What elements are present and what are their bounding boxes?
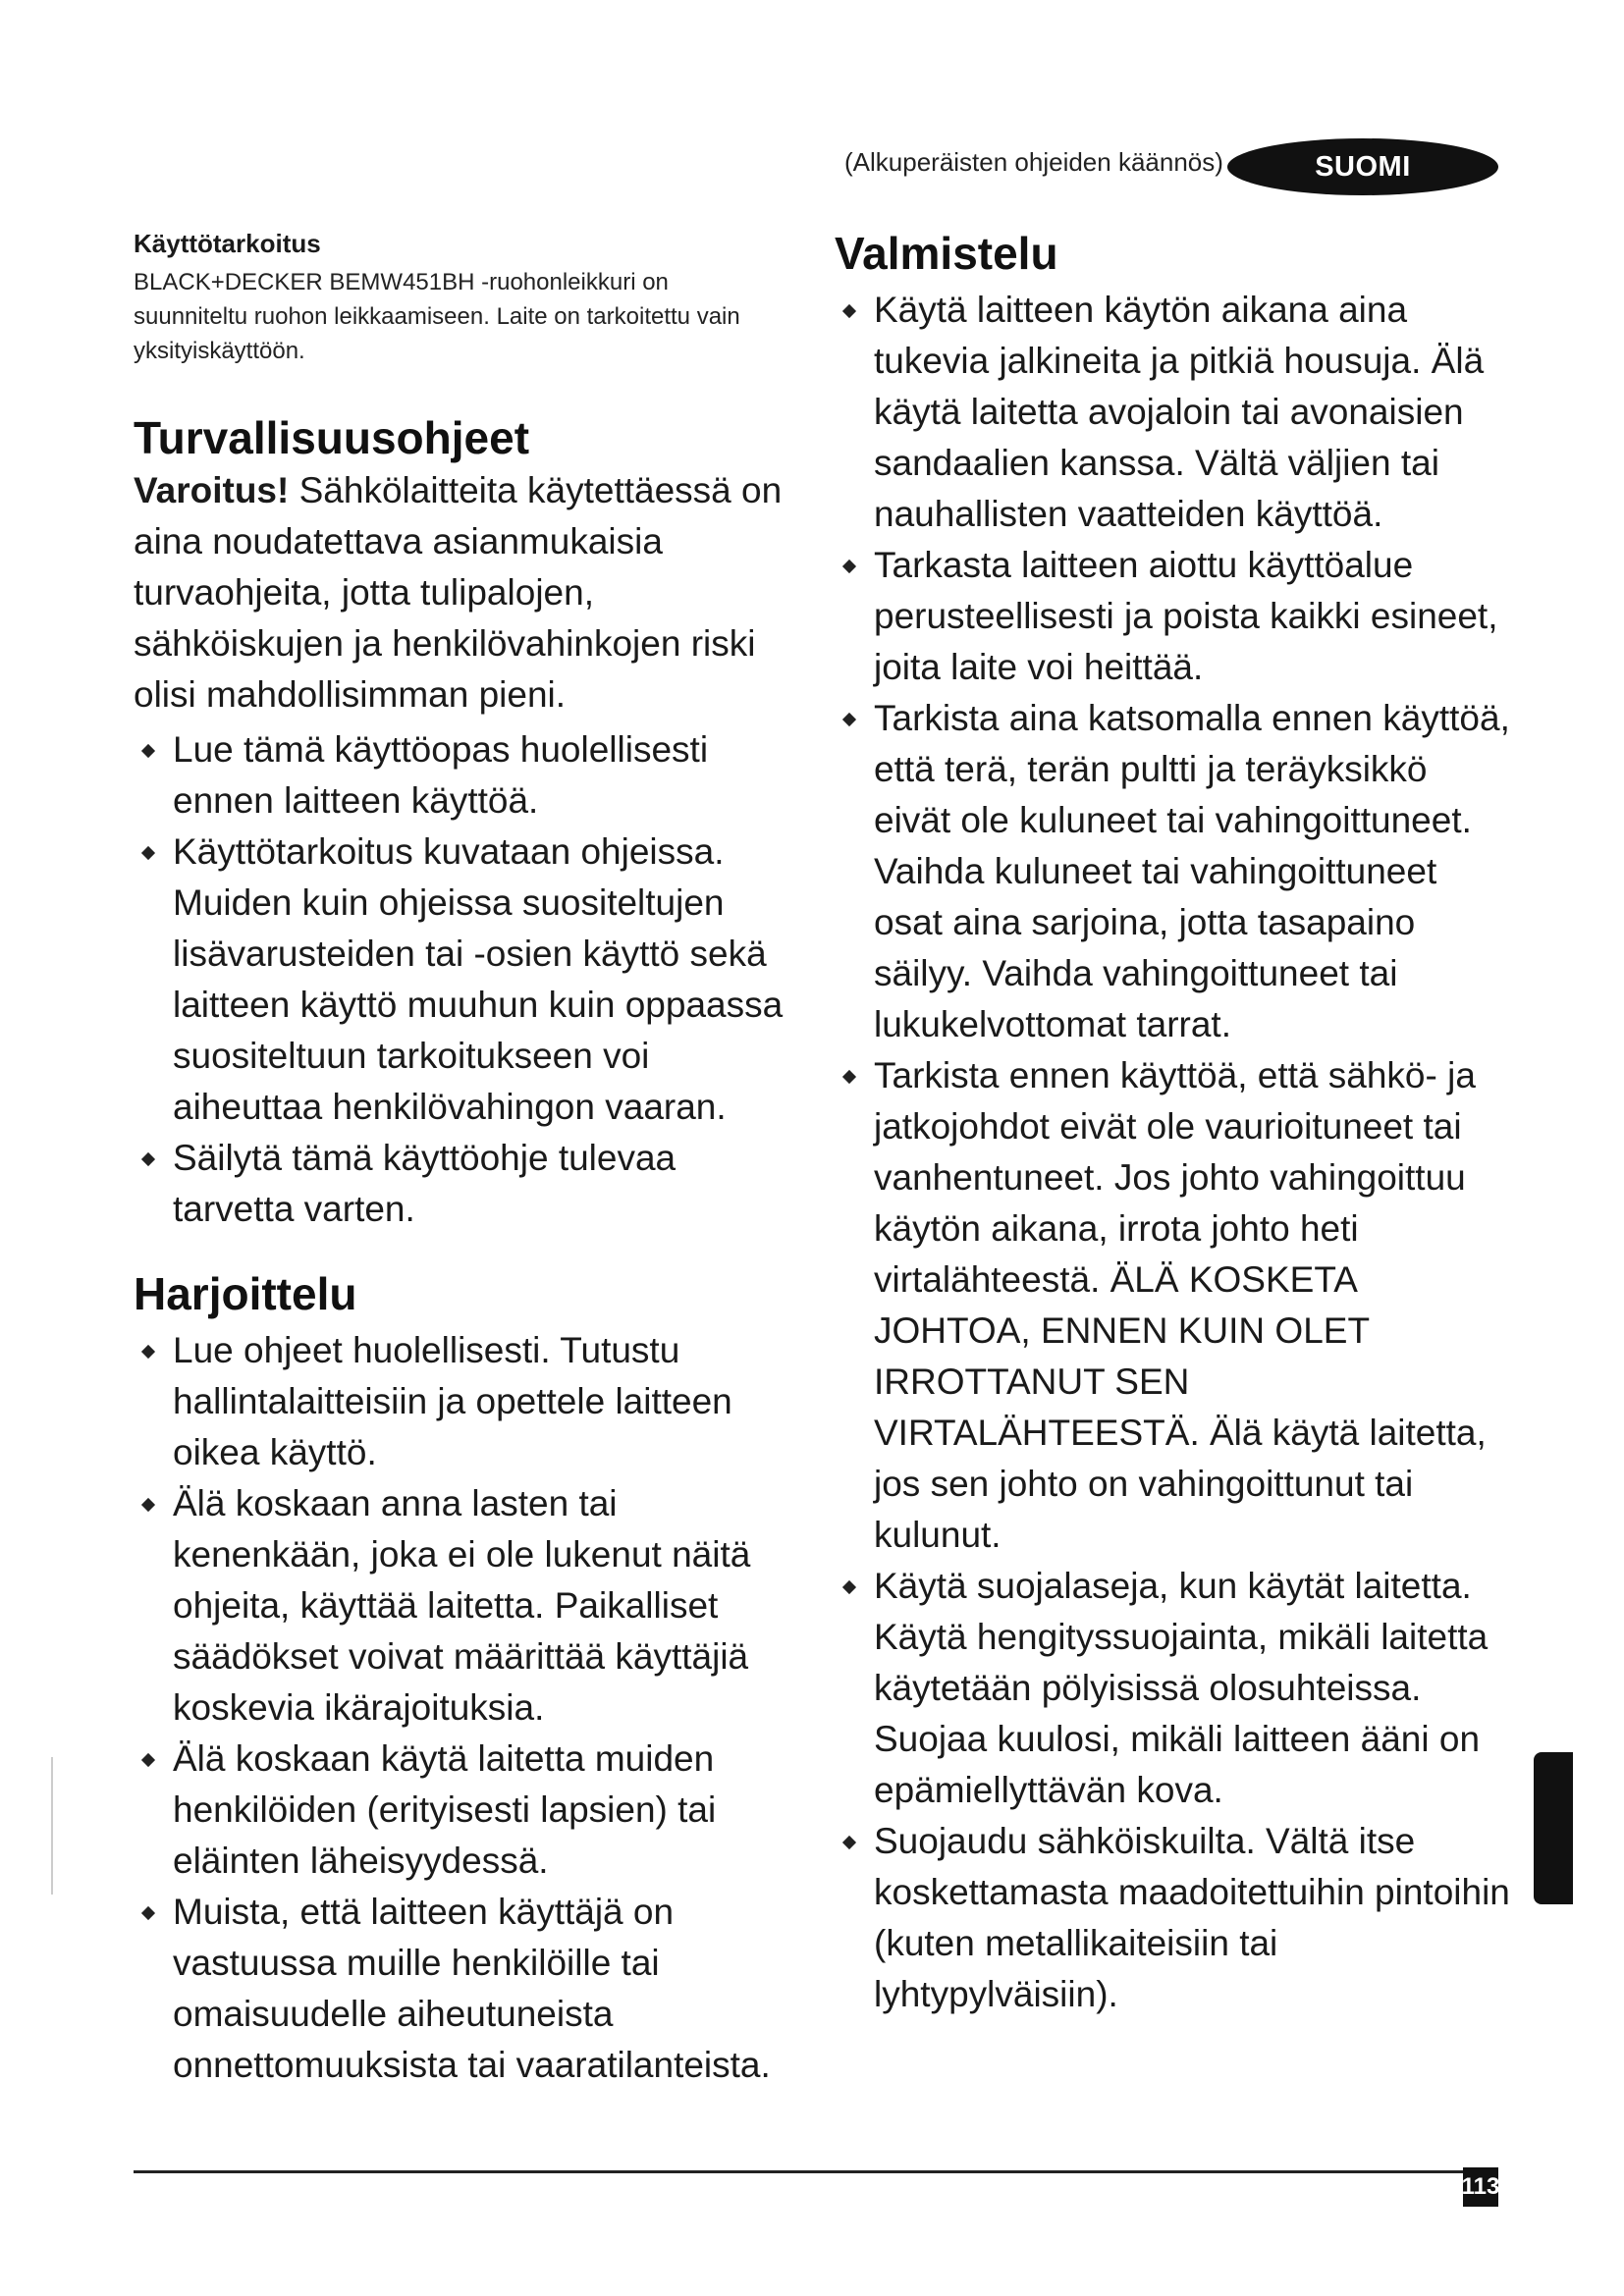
safety-warning [134, 465, 801, 721]
bullet-diamond-icon [842, 713, 856, 726]
warning-text: Sähkölaitteita käytettäessä on aina noudatettava asianmukaisia turvaohjeita, jotta tulipalojen, sähköiskujen ja henkilövahinkojen riski olisi mahdollisimman pieni. [134, 470, 783, 715]
list-item: Käytä suojalaseja, kun käytät laitetta. Käytä hengityssuojainta, mikäli laitetta käytetään pölyisissä olosuhteissa. Suojaa kuulosi, mikäli laitteen ääni on epämiellyttävän kova. [835, 1561, 1512, 1816]
footer-rule [134, 2170, 1463, 2173]
training-heading: Harjoittelu [134, 1268, 357, 1319]
training-section [134, 1266, 801, 2091]
preparation-list [835, 285, 1512, 2020]
list-item: Tarkasta laitteen aiottu käyttöalue perusteellisesti ja poista kaikki esineet, joita laite voi heittää. [835, 540, 1512, 693]
training-list [134, 1325, 801, 2091]
warning-label: Varoitus! [134, 470, 290, 510]
margin-line [51, 1757, 53, 1895]
bullet-diamond-icon [842, 304, 856, 318]
list-item: Suojaudu sähköiskuilta. Vältä itse koskettamasta maadoitettuihin pintoihin (kuten metallikaiteisiin tai lyhtypylväisiin). [835, 1816, 1512, 2020]
bullet-diamond-icon [141, 1753, 155, 1767]
preparation-heading: Valmistelu [835, 228, 1058, 279]
list-item: Muista, että laitteen käyttäjä on vastuussa muille henkilöille tai omaisuudelle aiheutuneista onnettomuuksista tai vaaratilanteista. [134, 1887, 801, 2091]
preparation-section [835, 226, 1512, 2020]
safety-heading: Turvallisuusohjeet [134, 412, 530, 463]
translation-note: (Alkuperäisten ohjeiden käännös) [844, 147, 1223, 177]
bullet-diamond-icon [141, 744, 155, 758]
intended-use-title: Käyttötarkoitus [134, 229, 321, 258]
list-item: Käyttötarkoitus kuvataan ohjeissa. Muiden kuin ohjeissa suositeltujen lisävarusteiden tai -osien käyttö sekä laitteen käyttö muuhun kuin oppaassa suositeltuun tarkoitukseen voi aiheuttaa henkilövahingon vaaran. [134, 827, 801, 1133]
bullet-diamond-icon [141, 1152, 155, 1166]
safety-list [134, 724, 801, 1235]
bullet-diamond-icon [141, 1498, 155, 1512]
list-item: Käytä laitteen käytön aikana aina tukevia jalkineita ja pitkiä housuja. Älä käytä laitetta avojaloin tai avonaisien sandaalien kanssa. Vältä väljien tai nauhallisten vaatteiden käyttöä. [835, 285, 1512, 540]
bullet-diamond-icon [842, 1070, 856, 1084]
language-badge: SUOMI [1227, 138, 1498, 195]
list-item: Säilytä tämä käyttöohje tulevaa tarvetta varten. [134, 1133, 801, 1235]
bullet-diamond-icon [141, 1345, 155, 1359]
bullet-diamond-icon [842, 1836, 856, 1849]
list-item: Tarkista aina katsomalla ennen käyttöä, että terä, terän pultti ja teräyksikkö eivät ole kuluneet tai vahingoittuneet. Vaihda kuluneet tai vahingoittuneet osat aina sarjoina, jotta tasapaino säilyy. Vaihda vahingoittuneet tai lukukelvottomat tarrat. [835, 693, 1512, 1050]
list-item: Lue ohjeet huolellisesti. Tutustu hallintalaitteisiin ja opettele laitteen oikea käyttö. [134, 1325, 801, 1478]
bullet-diamond-icon [141, 846, 155, 860]
list-item: Älä koskaan anna lasten tai kenenkään, joka ei ole lukenut näitä ohjeita, käyttää laitetta. Paikalliset säädökset voivat määrittää käyttäjiä koskevia ikärajoituksia. [134, 1478, 801, 1734]
safety-section [134, 410, 801, 1235]
list-item: Tarkista ennen käyttöä, että sähkö- ja jatkojohdot eivät ole vaurioituneet tai vanhentuneet. Jos johto vahingoittuu käytön aikana, irrota johto heti virtalähteestä. ÄLÄ KOSKETA JOHTOA, ENNEN KUIN OLET IRROTTANUT SEN VIRTALÄHTEESTÄ. Älä käytä laitetta, jos sen johto on vahingoittunut tai kulunut. [835, 1050, 1512, 1561]
bullet-diamond-icon [842, 560, 856, 573]
list-item: Lue tämä käyttöopas huolellisesti ennen laitteen käyttöä. [134, 724, 801, 827]
intended-use-text: BLACK+DECKER BEMW451BH -ruohonleikkuri on suunniteltu ruohon leikkaamiseen. Laite on tarkoitettu vain yksityiskäyttöön. [134, 269, 740, 364]
bullet-diamond-icon [141, 1906, 155, 1920]
bullet-diamond-icon [842, 1580, 856, 1594]
page-number: 113 [1463, 2167, 1498, 2207]
list-item: Älä koskaan käytä laitetta muiden henkilöiden (erityisesti lapsien) tai eläinten läheisyydessä. [134, 1734, 801, 1887]
section-tab-marker [1534, 1752, 1573, 1904]
